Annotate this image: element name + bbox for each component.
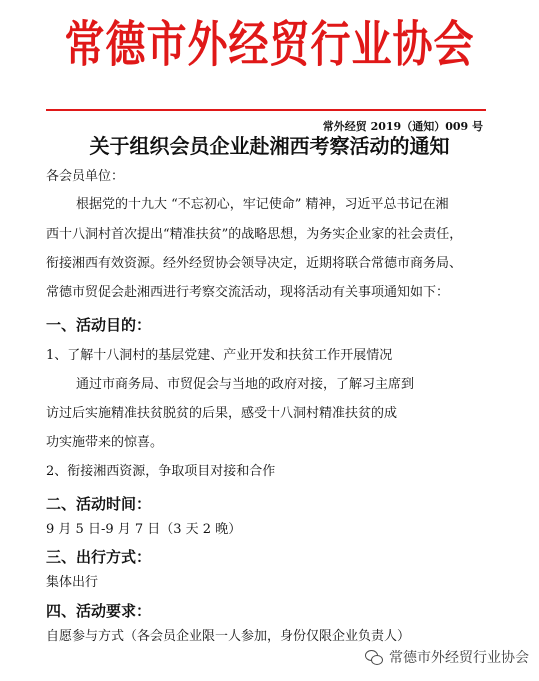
intro-line-2: 西十八洞村首次提出“精准扶贫”的战略思想，为务实企业家的社会责任， xyxy=(46,227,463,242)
section-heading-time: 二、活动时间： xyxy=(46,495,152,513)
purpose-line-2: 通过市商务局、市贸促会与当地的政府对接，了解习主席到 xyxy=(76,377,415,392)
salutation: 各会员单位： xyxy=(46,169,125,184)
org-letterhead-title: 常德市外经贸行业协会 xyxy=(64,16,475,74)
account-watermark xyxy=(365,646,529,668)
section-heading-travel: 三、出行方式： xyxy=(46,548,152,566)
travel-line: 集体出行 xyxy=(46,575,99,590)
watermark-text: 常德市外经贸行业协会 xyxy=(389,650,529,666)
section-heading-requirements: 四、活动要求： xyxy=(46,602,152,620)
wechat-icon xyxy=(365,649,383,665)
purpose-line-3: 访过后实施精准扶贫脱贫的后果，感受十八洞村精准扶贫的成 xyxy=(46,406,398,421)
intro-line-3: 衔接湘西有效资源。经外经贸协会领导决定，近期将联合常德市商务局、 xyxy=(46,256,463,271)
purpose-line-1: 1、了解十八洞村的基层党建、产业开发和扶贫工作开展情况 xyxy=(46,348,393,363)
requirements-line: 自愿参与方式（各会员企业限一人参加，身份仅限企业负责人） xyxy=(46,629,411,644)
intro-line-1: 根据党的十九大 “不忘初心，牢记使命” 精神，习近平总书记在湘 xyxy=(76,197,449,212)
notice-title: 关于组织会员企业赴湘西考察活动的通知 xyxy=(89,134,450,158)
document-number: 常外经贸 2019（通知）009 号 xyxy=(322,120,483,133)
intro-line-4: 常德市贸促会赴湘西进行考察交流活动，现将活动有关事项通知如下： xyxy=(46,285,450,300)
letterhead-red-rule xyxy=(46,109,486,111)
time-line: 9 月 5 日-9 月 7 日（3 天 2 晚） xyxy=(46,522,242,537)
purpose-line-5: 2、衔接湘西资源，争取项目对接和合作 xyxy=(46,464,276,479)
purpose-line-4: 功实施带来的惊喜。 xyxy=(46,435,164,450)
section-heading-purpose: 一、活动目的： xyxy=(46,316,152,334)
